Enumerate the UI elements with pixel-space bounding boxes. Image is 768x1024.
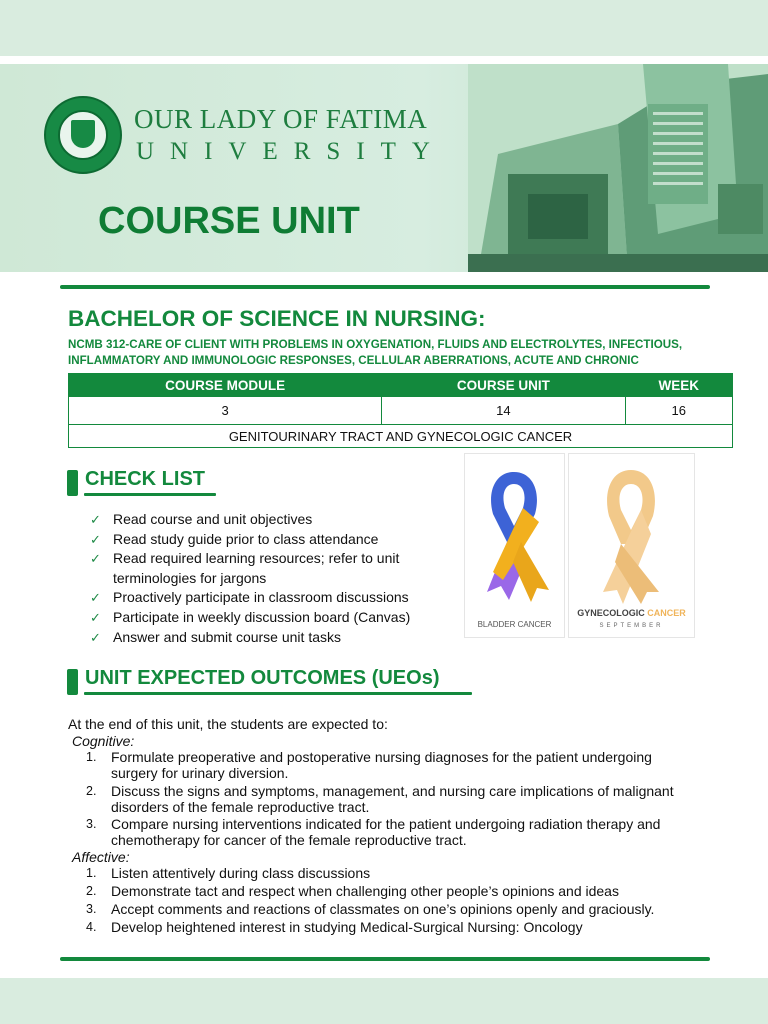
ueo-intro: At the end of this unit, the students are expected to: [68, 716, 388, 732]
list-item [88, 530, 438, 550]
checkmark-icon: ✓ [90, 551, 101, 567]
top-color-band [0, 0, 768, 56]
bottom-color-band [0, 978, 768, 1024]
checklist-item-text: Proactively participate in classroom discussions [113, 589, 409, 606]
bladder-caption: BLADDER CANCER [477, 620, 552, 629]
checkmark-icon: ✓ [90, 512, 101, 527]
checkmark-icon: ✓ [90, 629, 101, 645]
item-number: 2. [86, 783, 97, 798]
university-seal-icon [44, 96, 122, 174]
checklist [88, 510, 438, 647]
list-item [86, 749, 686, 782]
header-week: WEEK [625, 374, 732, 397]
checklist-heading: CHECK LIST [85, 468, 205, 490]
gyneco-caption-cancer: CANCER [647, 608, 686, 618]
table-header-row [69, 374, 733, 397]
list-item [86, 816, 686, 849]
bladder-cancer-ribbon-image [464, 453, 565, 638]
checklist-item-text: Read study guide prior to class attendance [113, 530, 379, 547]
gyneco-caption [569, 608, 694, 618]
blue-yellow-purple-ribbon-icon [465, 462, 564, 612]
affective-label: Affective: [72, 849, 130, 865]
course-title: NCMB 312-CARE OF CLIENT WITH PROBLEMS IN OXYGENATION, FLUIDS AND ELECTROLYTES, INFECTIOUS, INFLAMMATORY AND IMMUNOLOGIC RESPONSES, CELLULAR ABERRATIONS, ACUTE AND CHRONIC [68, 338, 683, 367]
degree-heading: BACHELOR OF SCIENCE IN NURSING: [68, 306, 486, 331]
page-title: COURSE UNIT [98, 200, 360, 242]
list-item [86, 865, 686, 882]
header-banner [0, 64, 768, 272]
university-name: OUR LADY OF FATIMA [134, 104, 428, 134]
item-number: 4. [86, 920, 97, 934]
list-item [88, 510, 438, 530]
building-photo [468, 64, 768, 272]
header-course-module: COURSE MODULE [69, 374, 382, 397]
list-item [88, 549, 438, 588]
course-info-table [68, 373, 733, 448]
item-number: 3. [86, 902, 97, 916]
table-row-topic [69, 425, 733, 448]
gyneco-caption-word: GYNECOLOGIC [577, 608, 645, 618]
top-gap [0, 56, 768, 64]
ueo-accent-bar [67, 669, 78, 695]
list-item [88, 608, 438, 628]
outcome-text: Develop heightened interest in studying Medical-Surgical Nursing: Oncology [111, 919, 583, 935]
outcome-text: Demonstrate tact and respect when challenging other people’s opinions and ideas [111, 883, 619, 899]
table-row [69, 397, 733, 425]
cognitive-list [86, 749, 686, 850]
divider-top [60, 285, 710, 289]
value-course-unit: 14 [382, 397, 625, 425]
list-item [86, 919, 686, 936]
checklist-item-text: Read course and unit objectives [113, 511, 313, 527]
item-number: 1. [86, 866, 97, 880]
header-course-unit: COURSE UNIT [382, 374, 625, 397]
university-word: UNIVERSITY [136, 138, 446, 165]
checkmark-icon: ✓ [90, 531, 101, 547]
ueo-underline [84, 692, 472, 695]
item-number: 2. [86, 884, 97, 898]
divider-bottom [60, 957, 710, 961]
list-item [86, 901, 686, 918]
cognitive-label: Cognitive: [72, 733, 135, 749]
checklist-item-text: Read required learning resources; refer to unit terminologies for jargons [113, 550, 400, 586]
outcome-text: Formulate preoperative and postoperative nursing diagnoses for the patient undergoing surgery for urinary diversion. [111, 749, 652, 782]
unit-topic: GENITOURINARY TRACT AND GYNECOLOGIC CANCER [69, 425, 733, 448]
peach-ribbon-icon [569, 462, 694, 612]
checklist-item-text: Participate in weekly discussion board (Canvas) [113, 608, 411, 625]
item-number: 1. [86, 750, 97, 764]
list-item [86, 783, 686, 816]
list-item [88, 628, 438, 648]
checkmark-icon: ✓ [90, 609, 101, 625]
checklist-accent-bar [67, 470, 78, 496]
seal-shield-icon [71, 120, 95, 148]
list-item [86, 883, 686, 900]
value-week: 16 [625, 397, 732, 425]
outcome-text: Accept comments and reactions of classmates on one’s opinions openly and graciously. [111, 901, 655, 917]
value-course-module: 3 [69, 397, 382, 425]
outcome-text: Compare nursing interventions indicated for the patient undergoing radiation therapy and chemotherapy for cancer of the female reproductive tract. [111, 816, 661, 849]
outcome-text: Discuss the signs and symptoms, management, and nursing care implications of malignant disorders of the female reproductive tract. [111, 782, 674, 815]
checklist-item-text: Answer and submit course unit tasks [113, 628, 341, 645]
affective-list [86, 865, 686, 937]
list-item [88, 588, 438, 608]
gyneco-month: SEPTEMBER [599, 623, 664, 629]
gynecologic-cancer-ribbon-image [568, 453, 695, 638]
ueo-heading: UNIT EXPECTED OUTCOMES (UEOs) [85, 667, 440, 689]
item-number: 3. [86, 817, 97, 832]
checklist-underline [84, 493, 216, 496]
outcome-text: Listen attentively during class discussions [111, 865, 371, 881]
checkmark-icon: ✓ [90, 590, 101, 606]
